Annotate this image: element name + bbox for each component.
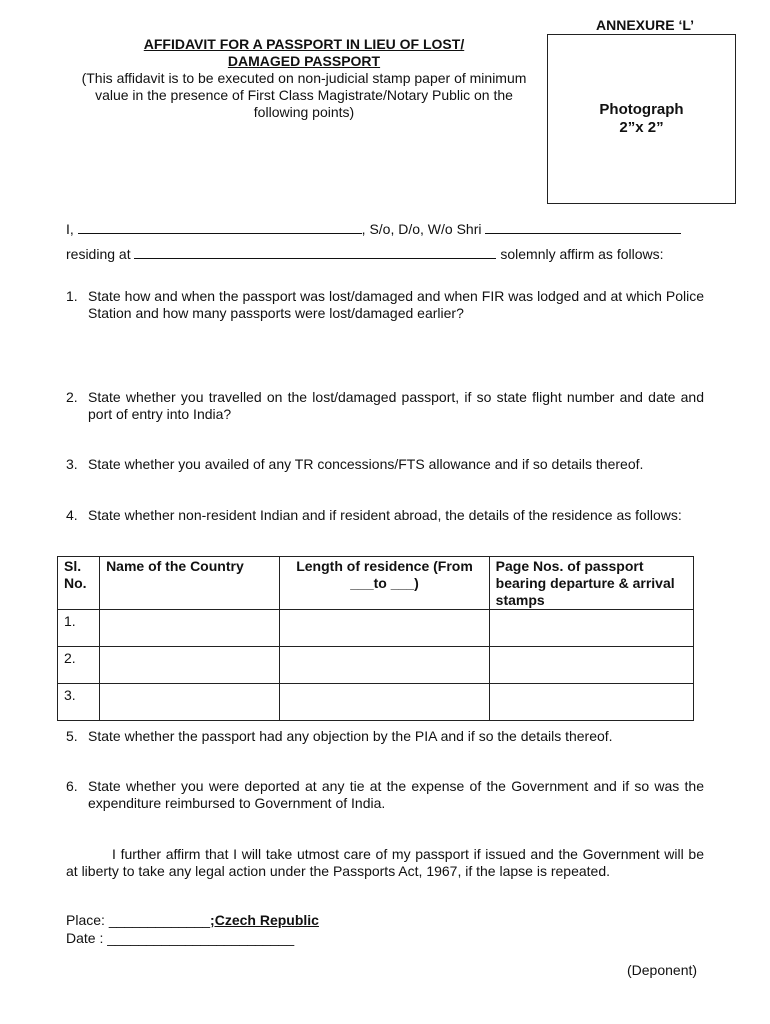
deponent-label: (Deponent): [627, 962, 698, 978]
cell-country[interactable]: [100, 610, 280, 647]
item-text: State how and when the passport was lost/damaged and when FIR was lodged and at which Police Station and how many passports were lost/damaged earlier?: [88, 288, 704, 321]
table-row: [58, 647, 694, 684]
photograph-box: [547, 34, 736, 204]
list-item: [66, 778, 704, 812]
table-header-row: [58, 557, 694, 610]
list-item: [66, 456, 704, 473]
list-item: [66, 728, 704, 745]
item-number: 3.: [66, 456, 78, 472]
table-row: [58, 684, 694, 721]
item-text: State whether you availed of any TR concessions/FTS allowance and if so details thereof.: [88, 456, 644, 472]
date-line: [66, 930, 294, 946]
item-number: 6.: [66, 778, 78, 794]
affirmation-paragraph: I further affirm that I will take utmost care of my passport if issued and the Government will be at liberty to take any legal action under the Passports Act, 1967, if the lapse is repeated.: [66, 846, 704, 879]
cell-sl-no: 2.: [58, 647, 100, 684]
photo-size: 2”x 2”: [619, 119, 664, 136]
parent-name-blank[interactable]: [485, 221, 681, 234]
cell-pages[interactable]: [489, 610, 693, 647]
title-line-2: DAMAGED PASSPORT: [227, 53, 381, 69]
address-blank[interactable]: [134, 246, 496, 259]
cell-sl-no: 3.: [58, 684, 100, 721]
residence-table: [57, 556, 694, 721]
item-text: State whether the passport had any objection by the PIA and if so the details thereof.: [88, 728, 613, 744]
header-sl-no: Sl. No.: [58, 557, 100, 610]
table-row: [58, 610, 694, 647]
list-item: [66, 507, 704, 524]
cell-sl-no: 1.: [58, 610, 100, 647]
subtitle: (This affidavit is to be executed on non-judicial stamp paper of minimum value in the presence of First Class Magistrate/Notary Public on the following points): [81, 70, 527, 120]
residence-line: [66, 246, 706, 262]
item-number: 5.: [66, 728, 78, 744]
item-number: 2.: [66, 389, 78, 405]
place-label: Place:: [66, 912, 105, 928]
list-item: [66, 288, 704, 322]
residing-label: residing at: [66, 246, 131, 262]
place-blank[interactable]: _____________: [108, 912, 211, 928]
photo-label: Photograph: [599, 101, 684, 118]
list-item: [66, 389, 704, 423]
cell-country[interactable]: [100, 684, 280, 721]
relation-label: , S/o, D/o, W/o Shri: [361, 221, 482, 237]
cell-pages[interactable]: [489, 684, 693, 721]
cell-length[interactable]: [280, 647, 489, 684]
header-country: Name of the Country: [100, 557, 280, 610]
header-pages: Page Nos. of passport bearing departure & arrival stamps: [489, 557, 693, 610]
date-blank[interactable]: ________________________: [107, 930, 295, 946]
cell-country[interactable]: [100, 647, 280, 684]
document-header: [78, 36, 530, 121]
affirm-label: solemnly affirm as follows:: [500, 246, 664, 262]
date-label: Date :: [66, 930, 104, 946]
name-blank[interactable]: [78, 221, 362, 234]
item-text: State whether non-resident Indian and if resident abroad, the details of the residence as follows:: [88, 507, 682, 523]
cell-pages[interactable]: [489, 647, 693, 684]
declarant-line: [66, 221, 706, 237]
item-text: State whether you travelled on the lost/damaged passport, if so state flight number and date and port of entry into India?: [88, 389, 704, 422]
header-length: Length of residence (From ___to ___): [280, 557, 489, 610]
item-number: 4.: [66, 507, 78, 523]
i-label: I,: [66, 221, 74, 237]
cell-length[interactable]: [280, 610, 489, 647]
item-number: 1.: [66, 288, 78, 304]
title-line-1: AFFIDAVIT FOR A PASSPORT IN LIEU OF LOST/: [143, 36, 465, 52]
cell-length[interactable]: [280, 684, 489, 721]
item-text: State whether you were deported at any tie at the expense of the Government and if so was the expenditure reimbursed to Government of India.: [88, 778, 704, 811]
place-value: ;Czech Republic: [210, 912, 319, 928]
place-line: [66, 912, 319, 928]
annexure-label: ANNEXURE ‘L’: [596, 17, 695, 33]
